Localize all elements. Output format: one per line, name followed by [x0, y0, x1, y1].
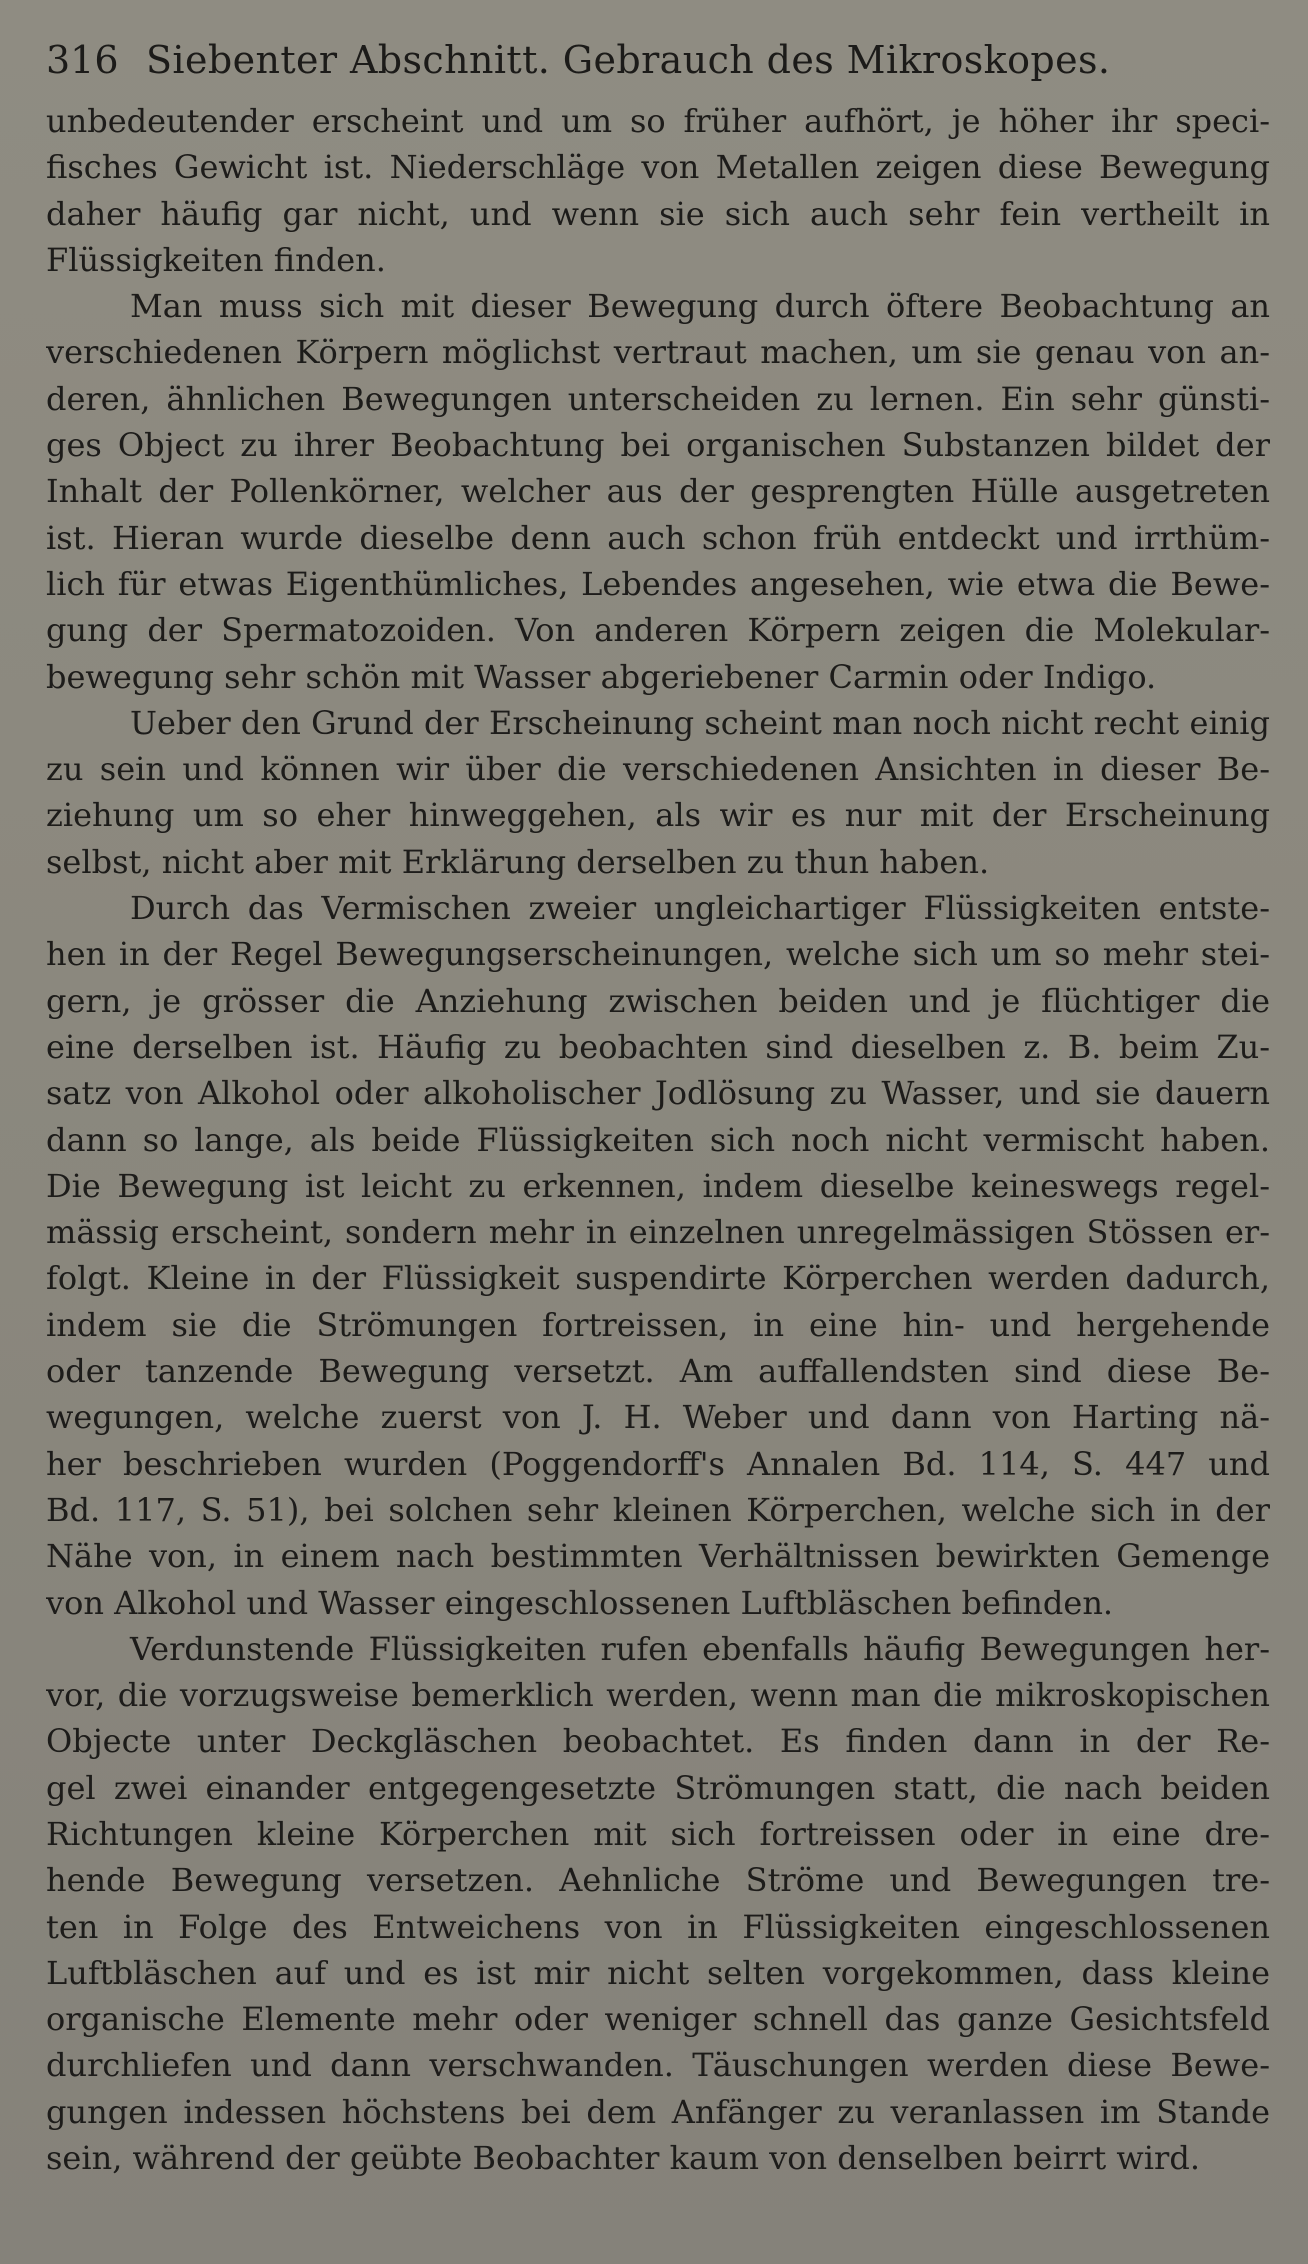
text-line: bewegung sehr schön mit Wasser abgeriebener Carmin oder Indigo. — [46, 657, 1157, 696]
text-line: zu sein und können wir über die verschiedenen Ansichten in dieser Be- — [46, 750, 1270, 789]
text-line: gel zwei einander entgegengesetzte Strömungen statt, die nach beiden — [46, 1768, 1270, 1807]
text-line: ziehung um so eher hinweggehen, als wir es nur mit der Erscheinung — [46, 796, 1270, 835]
page-number: 316 — [46, 38, 119, 82]
text-line: hende Bewegung versetzen. Aehnliche Ströme und Bewegungen tre- — [46, 1861, 1270, 1900]
text-line: Die Bewegung ist leicht zu erkennen, indem dieselbe keineswegs regel- — [46, 1166, 1270, 1205]
text-line: eine derselben ist. Häufig zu beobachten sind dieselben z. B. beim Zu- — [46, 1027, 1270, 1066]
text-line: Luftbläschen auf und es ist mir nicht selten vorgekommen, dass kleine — [46, 1953, 1270, 1992]
text-line: wegungen, welche zuerst von J. H. Weber und dann von Harting nä- — [46, 1398, 1270, 1437]
text-line: vor, die vorzugsweise bemerklich werden, wenn man die mikroskopischen — [46, 1676, 1270, 1715]
text-line: organische Elemente mehr oder weniger schnell das ganze Gesichtsfeld — [46, 2000, 1270, 2039]
text-line: deren, ähnlichen Bewegungen unterscheiden zu lernen. Ein sehr günsti- — [46, 379, 1270, 418]
text-line: Ueber den Grund der Erscheinung scheint man noch nicht recht einig — [130, 703, 1270, 742]
text-line: Man muss sich mit dieser Bewegung durch öftere Beobachtung an — [130, 287, 1270, 326]
text-line: ten in Folge des Entweichens von in Flüssigkeiten eingeschlossenen — [46, 1907, 1270, 1946]
text-line: unbedeutender erscheint und um so früher aufhört, je höher ihr speci- — [46, 102, 1270, 140]
text-line: Richtungen kleine Körperchen mit sich fortreissen oder in eine dre- — [46, 1814, 1270, 1853]
text-line: folgt. Kleine in der Flüssigkeit suspendirte Körperchen werden dadurch, — [46, 1259, 1270, 1298]
text-line: mässig erscheint, sondern mehr in einzelnen unregelmässigen Stössen er- — [46, 1213, 1270, 1252]
text-line: Bd. 117, S. 51), bei solchen sehr kleinen Körperchen, welche sich in der — [46, 1490, 1270, 1529]
text-line: Objecte unter Deckgläschen beobachtet. Es finden dann in der Re- — [46, 1722, 1270, 1761]
text-line: hen in der Regel Bewegungserscheinungen, welche sich um so mehr stei- — [46, 935, 1270, 974]
text-line: selbst, nicht aber mit Erklärung derselben zu thun haben. — [46, 842, 990, 881]
text-line: daher häufig gar nicht, und wenn sie sich auch sehr fein vertheilt in — [46, 194, 1270, 233]
text-line: oder tanzende Bewegung versetzt. Am auffallendsten sind diese Be- — [46, 1352, 1270, 1391]
text-line: durchliefen und dann verschwanden. Täuschungen werden diese Bewe- — [46, 2046, 1270, 2085]
text-line: gungen indessen höchstens bei dem Anfänger zu veranlassen im Stande — [46, 2092, 1270, 2131]
running-title: Siebenter Abschnitt. Gebrauch des Mikroskopes. — [146, 38, 1111, 82]
text-line: verschiedenen Körpern möglichst vertraut machen, um sie genau von an- — [46, 333, 1270, 372]
text-line: Durch das Vermischen zweier ungleichartiger Flüssigkeiten entste- — [130, 889, 1270, 928]
text-line: satz von Alkohol oder alkoholischer Jodlösung zu Wasser, und sie dauern — [46, 1074, 1270, 1113]
text-line: her beschrieben wurden (Poggendorff's Annalen Bd. 114, S. 447 und — [46, 1444, 1270, 1483]
text-line: lich für etwas Eigenthümliches, Lebendes angesehen, wie etwa die Bewe- — [46, 564, 1270, 603]
text-line: gung der Spermatozoiden. Von anderen Körpern zeigen die Molekular- — [46, 611, 1270, 650]
running-head — [46, 30, 1266, 90]
text-line: sein, während der geübte Beobachter kaum von denselben beirrt wird. — [46, 2139, 1200, 2178]
text-line: ges Object zu ihrer Beobachtung bei organischen Substanzen bildet der — [46, 426, 1270, 465]
text-line: ist. Hieran wurde dieselbe denn auch schon früh entdeckt und irrthüm- — [46, 518, 1270, 557]
text-line: Inhalt der Pollenkörner, welcher aus der gesprengten Hülle ausgetreten — [46, 472, 1270, 511]
body-text — [46, 98, 1270, 2181]
text-line: fisches Gewicht ist. Niederschläge von Metallen zeigen diese Bewegung — [46, 148, 1270, 187]
text-line: gern, je grösser die Anziehung zwischen beiden und je flüchtiger die — [46, 981, 1270, 1020]
text-line: Flüssigkeiten finden. — [46, 240, 386, 279]
text-line: Verdunstende Flüssigkeiten rufen ebenfalls häufig Bewegungen her- — [130, 1629, 1270, 1668]
text-line: indem sie die Strömungen fortreissen, in eine hin- und hergehende — [46, 1305, 1270, 1344]
text-line: dann so lange, als beide Flüssigkeiten sich noch nicht vermischt haben. — [46, 1120, 1270, 1159]
text-line: von Alkohol und Wasser eingeschlossenen Luftbläschen befinden. — [46, 1583, 1114, 1622]
text-line: Nähe von, in einem nach bestimmten Verhältnissen bewirkten Gemenge — [46, 1537, 1270, 1576]
